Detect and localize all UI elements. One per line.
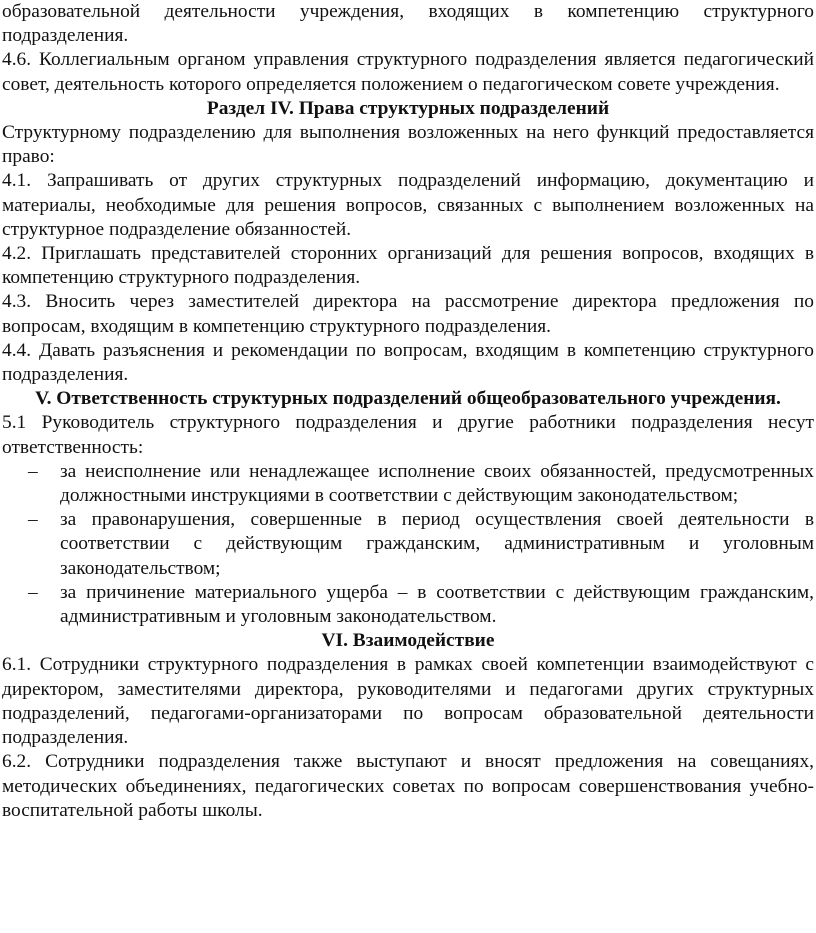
paragraph-5-1: 5.1 Руководитель структурного подразделения и другие работники подразделения несут ответственность: <box>2 412 814 458</box>
list-item <box>2 460 814 508</box>
dash-bullet: – <box>28 460 38 482</box>
dash-bullet: – <box>28 581 38 603</box>
paragraph-intro-continuation: образовательной деятельности учреждения, входящих в компетенцию структурного подразделения. <box>2 1 814 47</box>
paragraph-6-2: 6.2. Сотрудники подразделения также выступают и вносят предложения на совещаниях, методических объединениях, педагогических советах по вопросам совершенствования учебно-воспитательной работы школы. <box>2 751 814 821</box>
section-heading-4: Раздел IV. Права структурных подразделений <box>206 97 610 119</box>
section-heading-6: VI. Взаимодействие <box>321 630 495 652</box>
section-heading-5: V. Ответственность структурных подразделений общеобразовательного учреждения. <box>35 388 781 410</box>
list-item <box>2 508 814 581</box>
list-item <box>2 581 814 629</box>
paragraph-4-2: 4.2. Приглашать представителей сторонних организаций для решения вопросов, входящих в компетенцию структурного подразделения. <box>2 243 814 289</box>
paragraph-4-3: 4.3. Вносить через заместителей директора на рассмотрение директора предложения по вопросам, входящим в компетенцию структурного подразделения. <box>2 291 814 337</box>
paragraph-4-4: 4.4. Давать разъяснения и рекомендации по вопросам, входящим в компетенцию структурного подразделения. <box>2 339 814 386</box>
paragraph-6-1: 6.1. Сотрудники структурного подразделения в рамках своей компетенции взаимодействуют с директором, заместителями директора, руководителями и педагогами других структурных подразделений, педагогами-организаторами по вопросам образовательной деятельности подразделения. <box>2 654 814 749</box>
list-item-text: за неисполнение или ненадлежащее исполнение своих обязанностей, предусмотренных должностными инструкциями в соответствии с действующим законодательством; <box>60 460 814 507</box>
dash-bullet: – <box>28 509 38 531</box>
paragraph-4-6: 4.6. Коллегиальным органом управления структурного подразделения является педагогический совет, деятельность которого определяется положением о педагогическом совете учреждения. <box>2 49 814 95</box>
list-item-text: за причинение материального ущерба – в соответствии с действующим гражданским, административным и уголовным законодательством. <box>60 581 814 628</box>
paragraph-rights-intro: Структурному подразделению для выполнения возложенных на него функций предоставляется право: <box>2 122 814 168</box>
list-item-text: за правонарушения, совершенные в период осуществления своей деятельности в соответствии с действующим гражданским, административным и уголовным законодательством; <box>60 509 814 579</box>
paragraph-4-1: 4.1. Запрашивать от других структурных подразделений информацию, документацию и материалы, необходимые для решения вопросов, связанных с выполнением возложенных на структурное подразделение обязанностей. <box>2 170 814 240</box>
